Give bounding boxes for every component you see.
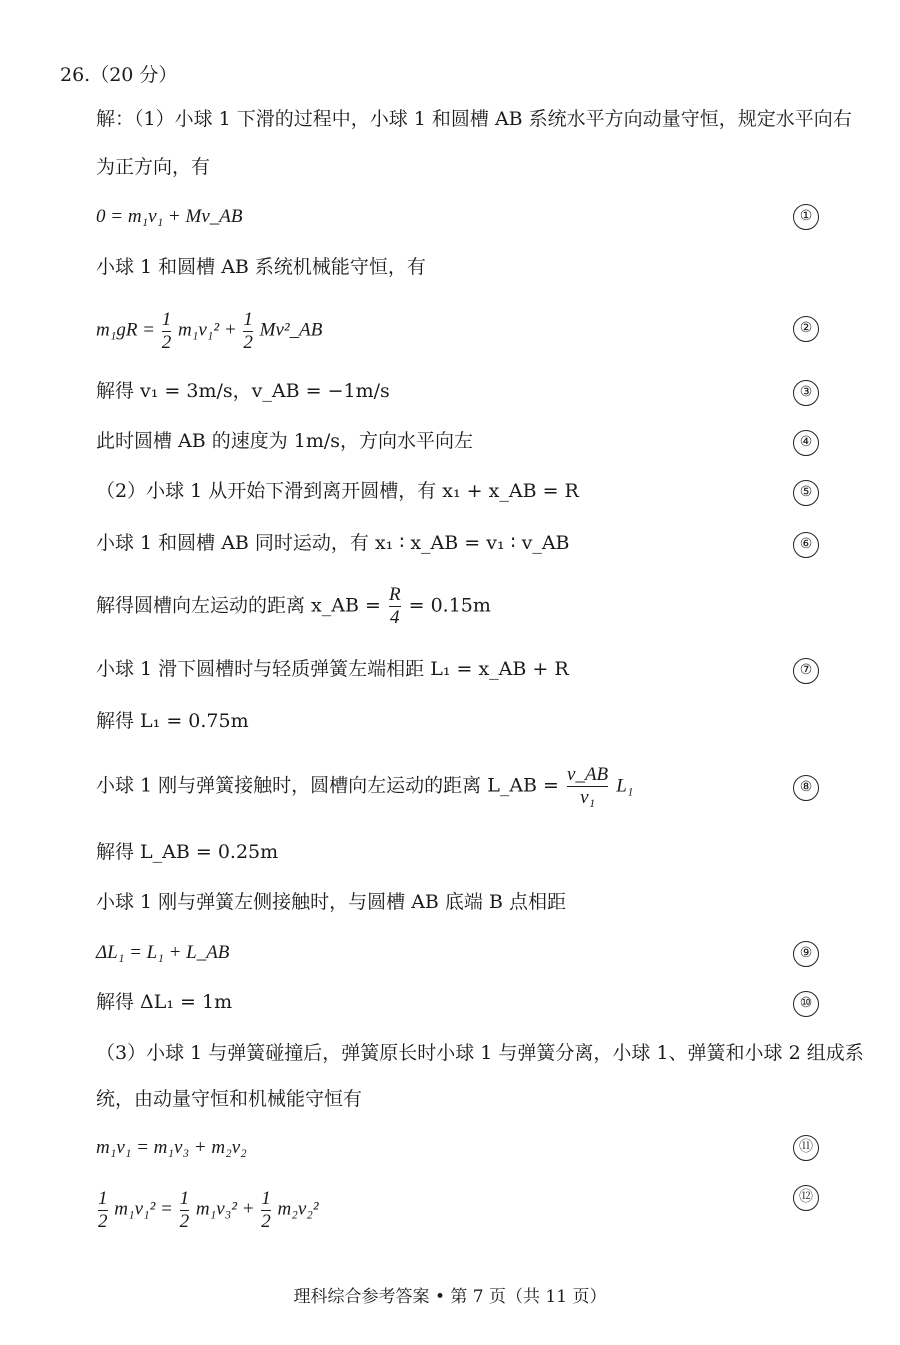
solution-line-8 — [96, 584, 491, 629]
half-fraction: $\frac{1}{2}$ — [243, 309, 253, 353]
r-over-4-fraction: $\frac{R}{4}$ — [388, 584, 401, 628]
solution-line-4: 解得 v₁ = 3m/s，v_AB = −1m/s — [96, 380, 390, 402]
marker-11: ⑪ — [793, 1135, 819, 1161]
marker-8: ⑧ — [793, 775, 819, 801]
equation-12-term-b: m₂v₂² — [277, 1198, 319, 1220]
equation-9: ΔL₁ = L₁ + L_AB — [96, 942, 230, 963]
equation-2-lhs: m₁gR = — [96, 319, 156, 341]
marker-6: ⑥ — [793, 532, 819, 558]
marker-3: ③ — [793, 380, 819, 406]
solution-line-14: 解得 ΔL₁ = 1m — [96, 991, 233, 1013]
solution-line-9: 小球 1 滑下圆槽时与轻质弹簧左端相距 L₁ = x_AB + R — [96, 658, 569, 680]
solution-line-11 — [96, 764, 633, 809]
velocity-ratio-fraction: $\frac{v\_AB}{\text{v₁}}$ — [567, 764, 609, 808]
marker-5: ⑤ — [793, 480, 819, 506]
solution-line-16: 统，由动量守恒和机械能守恒有 — [96, 1088, 363, 1110]
half-fraction: $\frac{1}{2}$ — [261, 1188, 271, 1232]
equation-2 — [96, 309, 322, 354]
solution-line-5: 此时圆槽 AB 的速度为 1m/s，方向水平向左 — [96, 430, 474, 452]
equation-2-term-b: Mv²_AB — [259, 319, 323, 341]
marker-4: ④ — [793, 430, 819, 456]
half-fraction: $\frac{1}{2}$ — [161, 309, 172, 353]
page-footer: 理科综合参考答案 • 第 7 页（共 11 页） — [293, 1287, 607, 1307]
solution-line-12: 解得 L_AB = 0.25m — [96, 841, 279, 863]
equation-12 — [96, 1188, 319, 1233]
marker-7: ⑦ — [793, 658, 819, 684]
solution-line-3: 小球 1 和圆槽 AB 系统机械能守恒，有 — [96, 256, 426, 278]
marker-1: ① — [793, 204, 819, 230]
marker-9: ⑨ — [793, 941, 819, 967]
solution-line-6: （2）小球 1 从开始下滑到离开圆槽，有 x₁ + x_AB = R — [96, 480, 579, 502]
equation-11: m₁v₁ = m₁v₃ + m₂v₂ — [96, 1137, 247, 1158]
line-11-suffix: L₁ — [616, 775, 634, 797]
line-11-prefix: 小球 1 刚与弹簧接触时，圆槽向左运动的距离 L_AB = — [96, 774, 559, 797]
marker-12: ⑫ — [793, 1185, 819, 1211]
equation-1: 0 = m₁v₁ + Mv_AB — [96, 206, 243, 227]
line-8-suffix: = 0.15m — [408, 594, 491, 617]
solution-line-1: 解：（1）小球 1 下滑的过程中，小球 1 和圆槽 AB 系统水平方向动量守恒，规定水平向右 — [96, 108, 852, 130]
half-fraction: $\frac{1}{2}$ — [98, 1188, 108, 1232]
solution-line-13: 小球 1 刚与弹簧左侧接触时，与圆槽 AB 底端 B 点相距 — [96, 891, 566, 913]
marker-10: ⑩ — [793, 991, 819, 1017]
marker-2: ② — [793, 316, 819, 342]
solution-line-7: 小球 1 和圆槽 AB 同时运动，有 x₁ ∶ x_AB = v₁ ∶ v_AB — [96, 532, 570, 554]
half-fraction: $\frac{1}{2}$ — [179, 1188, 190, 1232]
solution-line-10: 解得 L₁ = 0.75m — [96, 710, 249, 732]
equation-12-term-a: m₁v₃² + — [195, 1198, 255, 1220]
equation-2-term-a: m₁v₁² + — [178, 319, 237, 341]
equation-12-lhs: m₁v₁² = — [114, 1198, 173, 1220]
solution-line-2: 为正方向，有 — [96, 156, 211, 178]
question-header: 26.（20 分） — [60, 64, 178, 86]
solution-line-15: （3）小球 1 与弹簧碰撞后，弹簧原长时小球 1 与弹簧分离，小球 1、弹簧和小球 2 组成系 — [96, 1042, 864, 1064]
line-8-prefix: 解得圆槽向左运动的距离 x_AB = — [96, 594, 381, 617]
